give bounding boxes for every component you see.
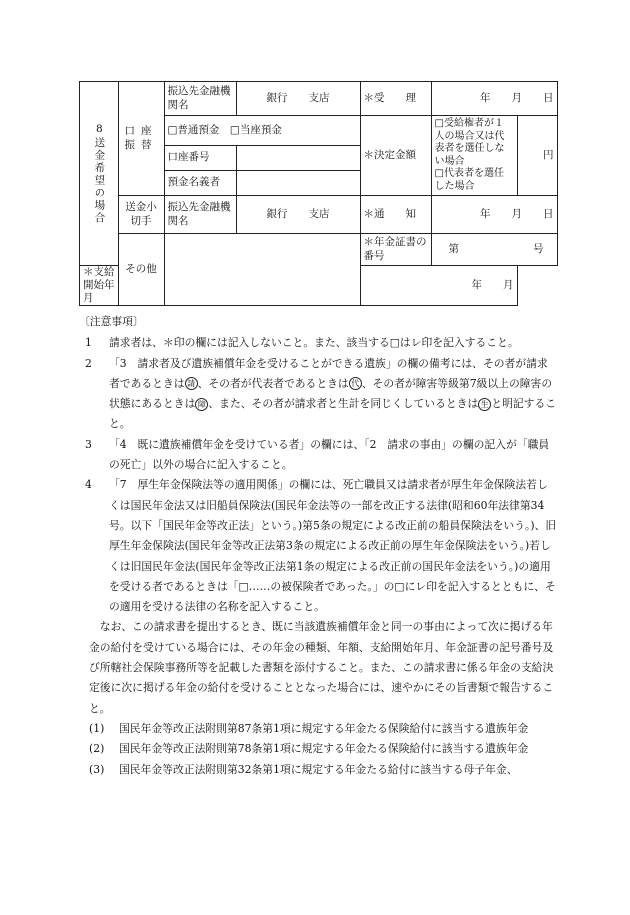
- note-4: [79, 475, 557, 617]
- group-check: 送金小切手: [118, 196, 164, 234]
- account-no-value[interactable]: [236, 146, 360, 171]
- bank-value[interactable]: 銀行 支店: [236, 82, 360, 116]
- group-account-transfer: 口座振替: [118, 82, 164, 196]
- sub-text: 国民年金等改正法附則第87条第1項に規定する年金たる保険給付に該当する遺族年金: [119, 721, 529, 735]
- note-number: 1: [85, 336, 92, 350]
- section-label: 8送金希望の場合: [80, 82, 119, 266]
- notice-date[interactable]: 年 月 日: [431, 196, 557, 234]
- note-text: 請求者は、＊印の欄には記入しないこと。また、該当する□はレ印を記入すること。: [109, 336, 519, 350]
- group-other: その他: [118, 234, 164, 306]
- notes-section: [79, 312, 557, 780]
- note-number: 4: [85, 478, 92, 492]
- note-text: 「4 既に遺族補償年金を受けている者」の欄には、「2 請求の事由」の欄の記入が「職員の死亡」以外の場合に記入すること。: [109, 437, 550, 472]
- note-text: 「7 厚生年金保険法等の適用関係」の欄には、死亡職員又は請求者が厚生年金保険法若しくは国民年金法又は旧船員保険法(国民年金法等の一部を改正する法律(昭和60年法律第34号。以下「国民年金等改正法」という。)第5条の規定による改正前の船員保険法をいう。)、旧厚生年金保険法(国民年金等改正法第3条の規定による改正前の厚生年金保険法をいう。)若しくは旧国民年金法(国民年金等改正法第1条の規定による改正前の国民年金法をいう。)の適用を受ける者であるときは「□……の被保険者であった。」の□にレ印を記入するとともに、その適用を受ける法律の名称を記入すること。: [109, 478, 557, 614]
- holder-label: 預金名義者: [164, 171, 236, 196]
- sub-number: (1): [89, 721, 105, 735]
- cert-prefix: 第: [448, 242, 459, 255]
- sub-item-2: [79, 739, 557, 759]
- cert-suffix: 号: [533, 242, 544, 255]
- account-no-label: 口座番号: [164, 146, 236, 171]
- sub-item-3: [79, 760, 557, 780]
- start-date[interactable]: 年 月: [360, 266, 517, 306]
- note-text: 「3 請求者及び遺族補償年金を受けることができる遺族」の欄の備考には、その者が請求者であるときは 請 、その者が代表者であるときは 代 、その者が障害等級第7級以上の障害の状態にあるときは 障 、また、その者が請求者と生計を同じくしているときは 生 と明記すること。: [109, 356, 557, 431]
- circled-mark: 障: [195, 398, 208, 411]
- cert-number[interactable]: [431, 234, 557, 266]
- sub-text: 国民年金等改正法附則第78条第1項に規定する年金たる保険給付に該当する遺族年金: [119, 742, 529, 756]
- sub-item-1: [79, 719, 557, 739]
- decision-options[interactable]: □受給権者が１人の場合又は代表者を選任しない場合 □代表者を選任した場合: [431, 116, 517, 196]
- sub-text: 国民年金等改正法附則第32条第1項に規定する年金たる給付に該当する母子年金、: [119, 762, 518, 776]
- circled-mark: 代: [349, 377, 362, 390]
- cert-label: ＊年金証書の番号: [360, 234, 431, 266]
- circled-mark: 生: [478, 398, 491, 411]
- start-label: ＊支給開始年 月: [80, 266, 119, 306]
- notice-label: ＊通 知: [360, 196, 431, 234]
- other-value[interactable]: [164, 234, 360, 306]
- bank-label: 振込先金融機関名: [164, 82, 236, 116]
- sub-number: (3): [89, 762, 105, 776]
- receipt-date[interactable]: 年 月 日: [431, 82, 557, 116]
- decision-yen: 円: [517, 116, 557, 196]
- bank-label-2: 振込先金融機関名: [164, 196, 236, 234]
- bank-value-2[interactable]: 銀行 支店: [236, 196, 360, 234]
- note-number: 2: [85, 356, 92, 370]
- receipt-label: ＊受 理: [360, 82, 431, 116]
- circled-mark: 請: [185, 377, 198, 390]
- remittance-table: [79, 81, 558, 306]
- sub-number: (2): [89, 742, 105, 756]
- holder-value[interactable]: [236, 171, 360, 196]
- decision-label: ＊決定金額: [360, 116, 431, 196]
- note-1: [79, 333, 557, 353]
- account-type-options[interactable]: □普通預金 □当座預金: [164, 116, 360, 146]
- notes-heading: 〔注意事項〕: [79, 315, 144, 328]
- note-number: 3: [85, 437, 92, 451]
- note-3: [79, 435, 557, 476]
- note-paragraph: なお、この請求書を提出するとき、既に当該遺族補償年金と同一の事由によって次に掲げる年金の給付を受けている場合には、その年金の種類、年額、支給開始年月、年金証書の記号番号及び所轄社会保険事務所等を記載した書類を添付すること。また、この請求書に係る年金の支給決定後に次に掲げる年金の給付を受けることとなった場合には、速やかにその旨書類で報告すること。: [89, 620, 554, 715]
- note-2: [79, 354, 557, 435]
